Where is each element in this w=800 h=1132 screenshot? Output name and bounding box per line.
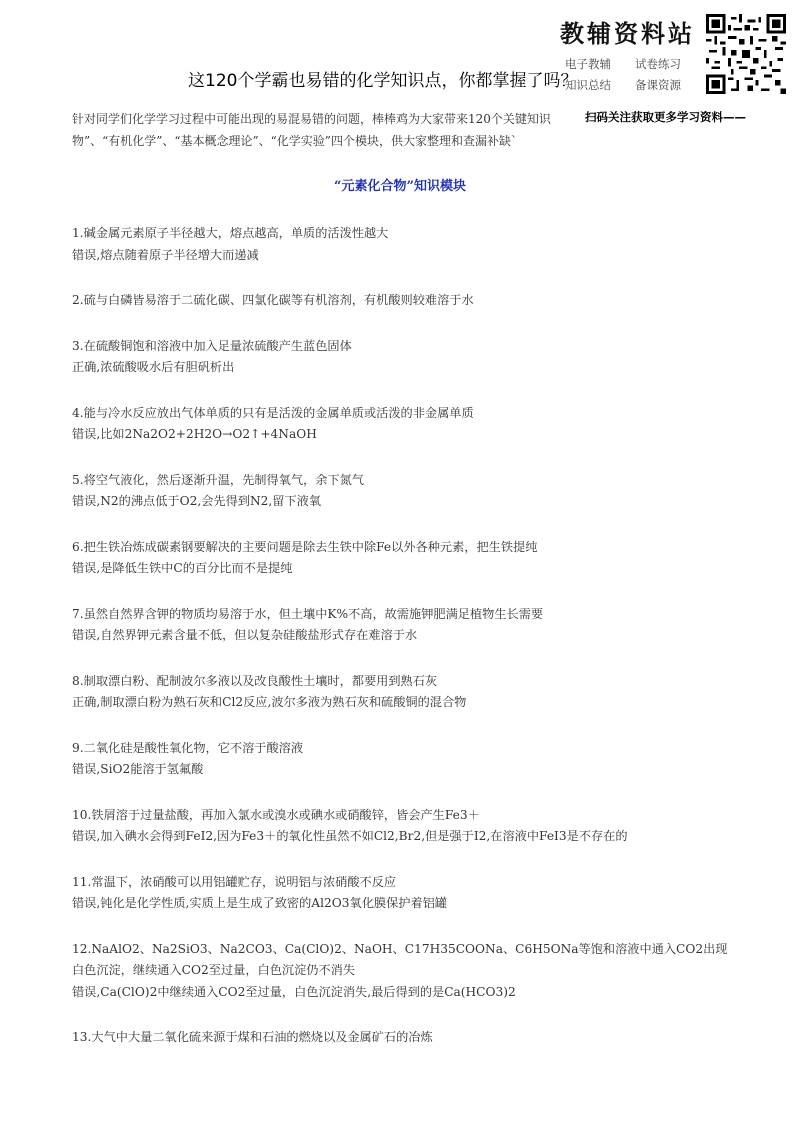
intro-line-2: 物”、“有机化学”、“基本概念理论”、“化学实验”四个模块，供大家整理和查漏补缺` xyxy=(72,134,517,148)
item-answer: 错误,N2的沸点低于O2,会先得到N2,留下液氧 xyxy=(72,494,322,508)
item-answer: 错误,钝化是化学性质,实质上是生成了致密的Al2O3氧化膜保护着铝罐 xyxy=(72,896,448,910)
list-item xyxy=(72,1027,732,1049)
item-answer: 正确,浓硫酸吸水后有胆矾析出 xyxy=(72,360,235,374)
list-item xyxy=(72,470,732,513)
link-summary[interactable]: 知识总结 xyxy=(565,78,611,92)
list-item xyxy=(72,805,732,848)
list-item xyxy=(72,738,732,781)
list-item xyxy=(72,403,732,446)
item-question: 8.制取漂白粉、配制波尔多液以及改良酸性土壤时，都要用到熟石灰 xyxy=(72,673,438,688)
item-answer: 错误,熔点随着原子半径增大而递减 xyxy=(72,247,259,262)
item-question: 11.常温下，浓硝酸可以用铝罐贮存，说明铝与浓硝酸不反应 xyxy=(72,874,397,889)
brand-logo: 教辅资料站 xyxy=(560,20,695,48)
item-answer: 错误,比如2Na2O2+2H2O→O2↑+4NaOH xyxy=(72,427,317,441)
item-question: 2.硫与白磷皆易溶于二硫化碳、四氯化碳等有机溶剂，有机酸则较难溶于水 xyxy=(72,293,474,307)
item-answer: 错误,自然界钾元素含量不低，但以复杂硅酸盐形式存在难溶于水 xyxy=(72,628,418,642)
item-answer: 错误,Ca(ClO)2中继续通入CO2至过量，白色沉淀消失,最后得到的是Ca(HCO3)2 xyxy=(72,984,516,999)
item-question: 13.大气中大量二氧化硫来源于煤和石油的燃烧以及金属矿石的冶炼 xyxy=(72,1030,433,1044)
item-question: 3.在硫酸铜饱和溶液中加入足量浓硫酸产生蓝色固体 xyxy=(72,338,352,353)
item-answer: 正确,制取漂白粉为熟石灰和Cl2反应,波尔多液为熟石灰和硫酸铜的混合物 xyxy=(72,695,467,709)
section-title: “元素化合物”知识模块 xyxy=(334,179,466,194)
list-item xyxy=(72,671,732,714)
item-answer: 错误,是降低生铁中C的百分比而不是提纯 xyxy=(72,561,293,575)
qr-code-icon xyxy=(706,14,786,94)
list-item xyxy=(72,223,732,266)
list-item xyxy=(72,604,732,647)
item-question: 12.NaAlO2、Na2SiO3、Na2CO3、Ca(ClO)2、NaOH、C17H35COONa、C6H5ONa等饱和溶液中通入CO2出现白色沉淀，继续通入CO2至过量，白色沉淀仍不消失 xyxy=(72,941,728,977)
link-resources[interactable]: 备课资源 xyxy=(635,78,681,92)
item-question: 10.铁屑溶于过量盐酸，再加入氯水或溴水或碘水或硝酸锌，皆会产生Fe3＋ xyxy=(72,807,480,822)
item-answer: 错误,加入碘水会得到FeI2,因为Fe3＋的氧化性虽然不如Cl2,Br2,但是强于I2,在溶液中FeI3是不存在的 xyxy=(72,829,628,843)
intro-line-1: 针对同学们化学学习过程中可能出现的易混易错的问题，棒棒鸡为大家带来120个关键知识 xyxy=(72,112,551,126)
item-question: 5.将空气液化，然后逐渐升温，先制得氧气，余下氮气 xyxy=(72,472,364,487)
list-item xyxy=(72,290,732,312)
item-question: 1.碱金属元素原子半径越大，熔点越高，单质的活泼性越大 xyxy=(72,226,389,240)
list-item xyxy=(72,537,732,580)
item-answer: 错误,SiO2能溶于氢氟酸 xyxy=(72,762,204,776)
knowledge-list xyxy=(72,223,732,1073)
list-item xyxy=(72,872,732,915)
link-ebook[interactable]: 电子教辅 xyxy=(565,57,611,71)
list-item xyxy=(72,939,732,1004)
header-links xyxy=(565,56,695,93)
item-question: 9.二氧化硅是酸性氧化物，它不溶于酸溶液 xyxy=(72,740,304,755)
scan-prompt: 扫码关注获取更多学习资料—— xyxy=(585,110,746,124)
item-question: 4.能与冷水反应放出气体单质的只有是活泼的金属单质或活泼的非金属单质 xyxy=(72,405,474,420)
list-item xyxy=(72,336,732,379)
item-question: 6.把生铁冶炼成碳素钢要解决的主要问题是除去生铁中除Fe以外各种元素，把生铁提纯 xyxy=(72,539,538,554)
page-title: 这120个学霸也易错的化学知识点，你都掌握了吗？ xyxy=(188,71,578,91)
link-exam[interactable]: 试卷练习 xyxy=(635,57,681,71)
item-question: 7.虽然自然界含钾的物质均易溶于水，但土壤中K%不高，故需施钾肥满足植物生长需要 xyxy=(72,606,544,621)
